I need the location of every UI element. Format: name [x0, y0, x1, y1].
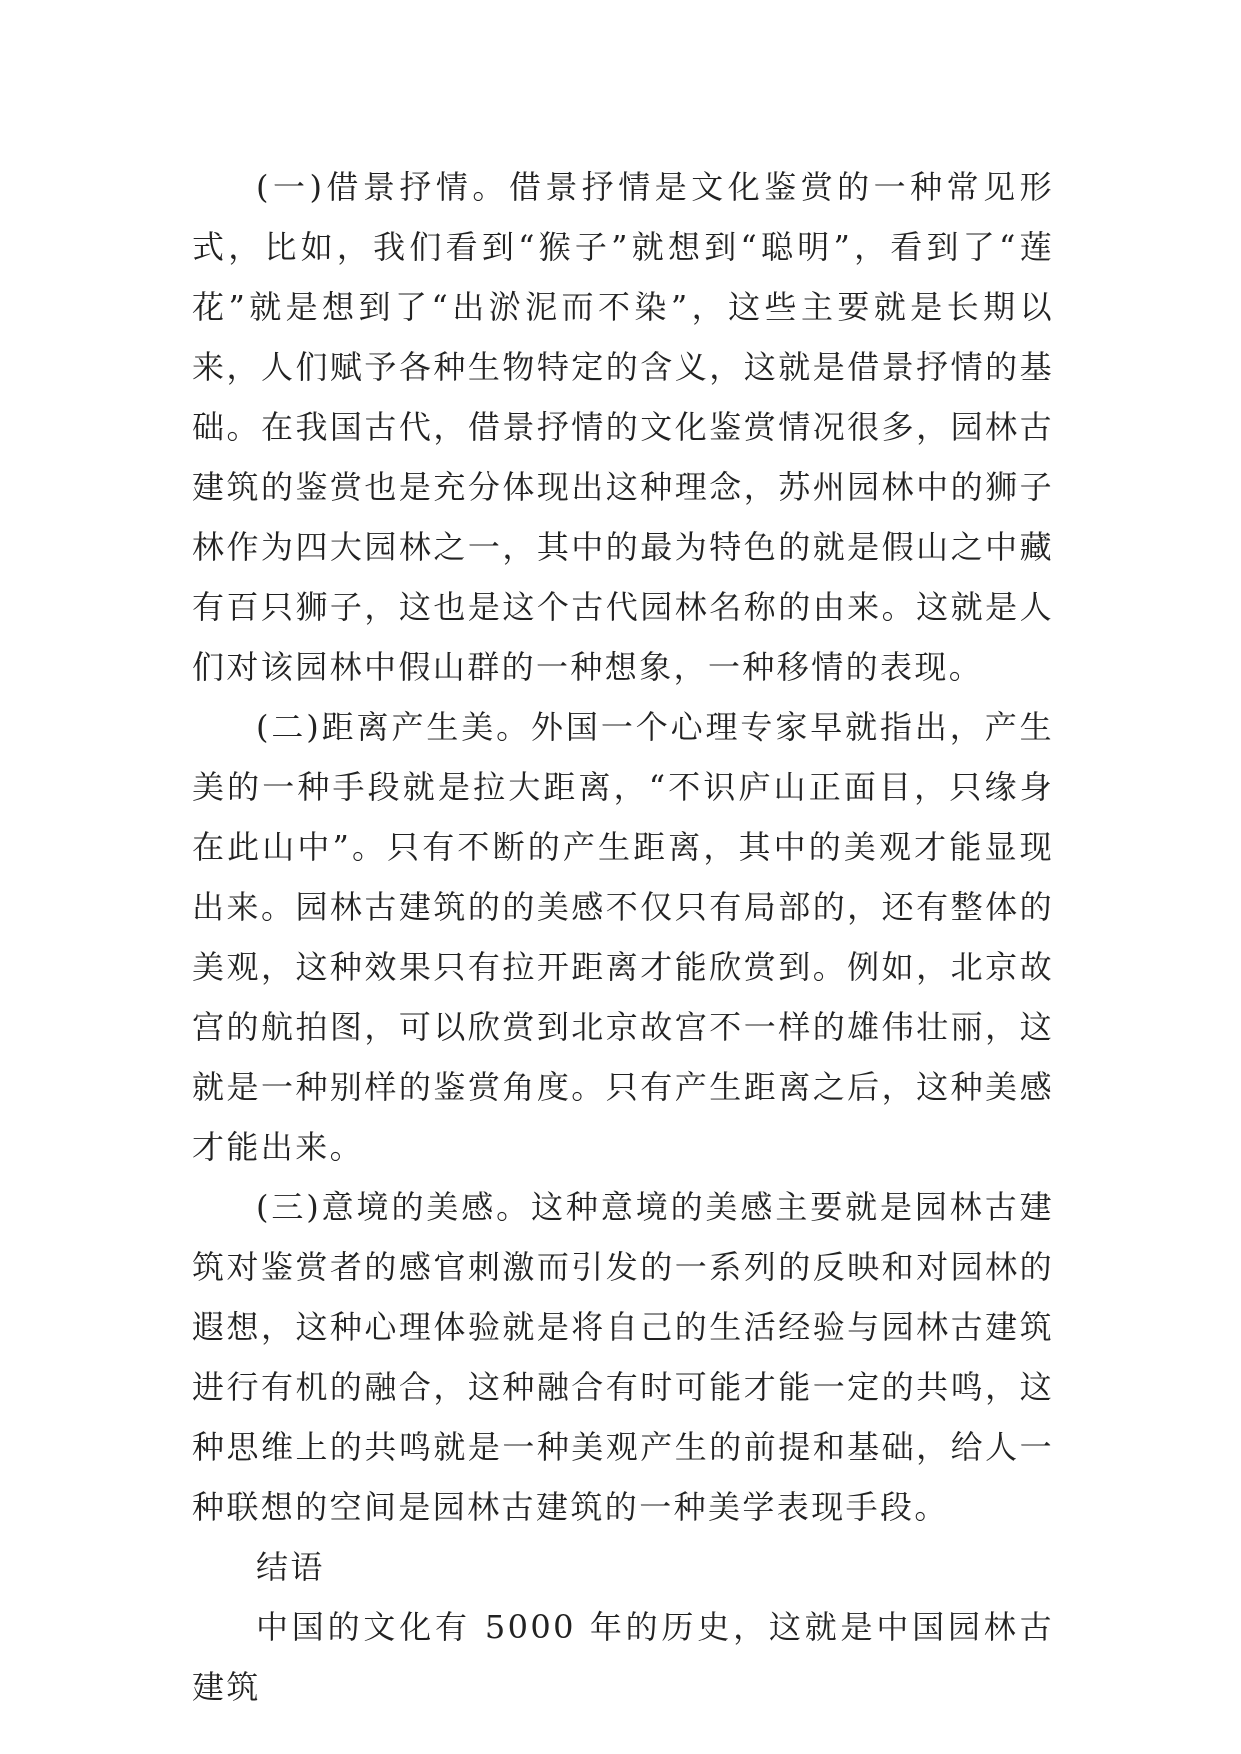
- section-heading-conclusion: 结语: [256, 1548, 325, 1586]
- paragraph-borrowing-scenery: (一)借景抒情。借景抒情是文化鉴赏的一种常见形式，比如，我们看到“猴子”就想到“聪明”，看到了“莲花”就是想到了“出淤泥而不染”，这些主要就是长期以来，人们赋予各种生物特定的含义，这就是借景抒情的基础。在我国古代，借景抒情的文化鉴赏情况很多，园林古建筑的鉴赏也是充分体现出这种理念，苏州园林中的狮子林作为四大园林之一，其中的最为特色的就是假山之中藏有百只狮子，这也是这个古代园林名称的由来。这就是人们对该园林中假山群的一种想象，一种移情的表现。: [192, 168, 1054, 686]
- document-body: [192, 157, 1054, 1717]
- paragraph-distance-beauty: (二)距离产生美。外国一个心理专家早就指出，产生美的一种手段就是拉大距离，“不识庐山正面目，只缘身在此山中”。只有不断的产生距离，其中的美观才能显现出来。园林古建筑的的美感不仅只有局部的，还有整体的美观，这种效果只有拉开距离才能欣赏到。例如，北京故宫的航拍图，可以欣赏到北京故宫不一样的雄伟壮丽，这就是一种别样的鉴赏角度。只有产生距离之后，这种美感才能出来。: [192, 708, 1054, 1166]
- paragraph-conclusion: 中国的文化有 5000 年的历史，这就是中国园林古建筑: [192, 1608, 1054, 1706]
- paragraph-artistic-conception: (三)意境的美感。这种意境的美感主要就是园林古建筑对鉴赏者的感官刺激而引发的一系列的反映和对园林的遐想，这种心理体验就是将自己的生活经验与园林古建筑进行有机的融合，这种融合有时可能才能一定的共鸣，这种思维上的共鸣就是一种美观产生的前提和基础，给人一种联想的空间是园林古建筑的一种美学表现手段。: [192, 1188, 1054, 1526]
